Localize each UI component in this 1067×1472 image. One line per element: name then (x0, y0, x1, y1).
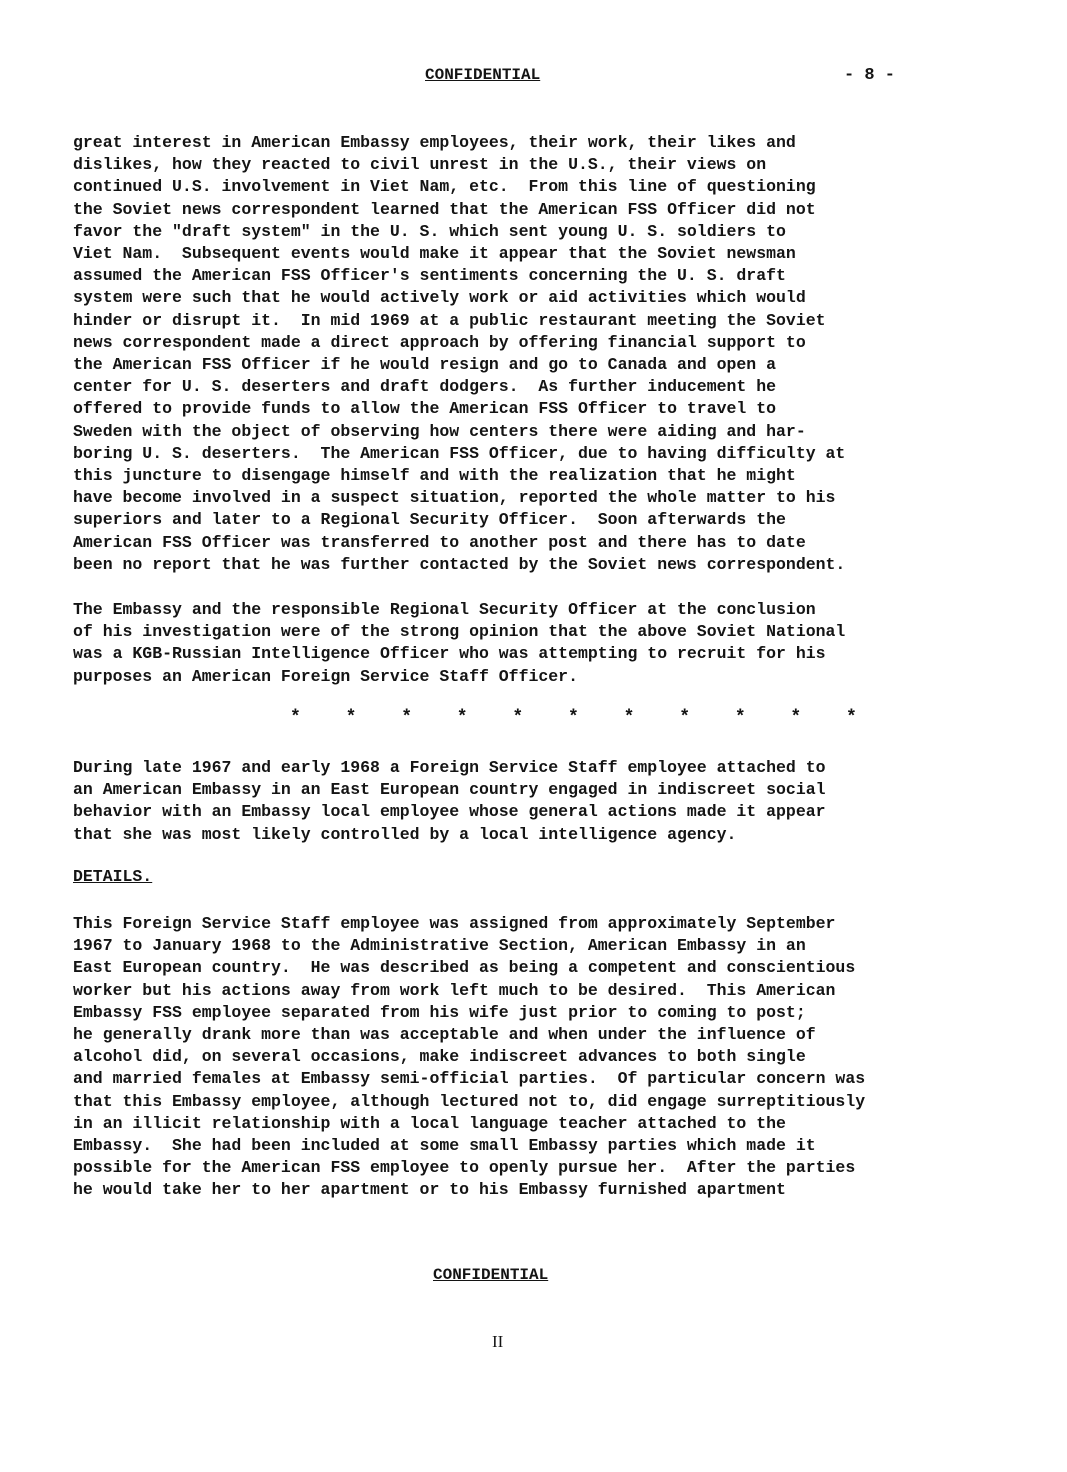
section-separator-asterisks: * * * * * * * * * * * (290, 708, 874, 728)
paragraph-case-summary: During late 1967 and early 1968 a Foreign Service Staff employee attached to an American Embassy in an East European country engaged in indiscreet social behavior with an Embassy local employee whose general actions made it appear that she was most likely controlled by a local intelligence agency. (73, 758, 826, 844)
page-number: - 8 - (844, 66, 896, 85)
paragraph-soviet-correspondent-approach: great interest in American Embassy employees, their work, their likes and dislikes, how they reacted to civil unrest in the U.S., their views on continued U.S. involvement in Viet Nam, etc. From this line of questioning the Soviet news correspondent learned that the American FSS Officer did not favor the "draft system" in the U. S. which sent young U. S. soldiers to Viet Nam. Subsequent events would make it appear that the Soviet newsman assumed the American FSS Officer's sentiments concerning the U. S. draft system were such that he would actively work or aid activities which would hinder or disrupt it. In mid 1969 at a public restaurant meeting the Soviet news correspondent made a direct approach by offering financial support to the American FSS Officer if he would resign and go to Canada and open a center for U. S. deserters and draft dodgers. As further inducement he offered to provide funds to allow the American FSS Officer to travel to Sweden with the object of observing how centers there were aiding and har- boring U. S. deserters. The American FSS Officer, due to having difficulty at this juncture to disengage himself and with the realization that he might have become involved in a suspect situation, reported the whole matter to his superiors and later to a Regional Security Officer. Soon afterwards the American FSS Officer was transferred to another post and there has to date been no report that he was further contacted by the Soviet news correspondent. (73, 133, 846, 574)
footer-page-id: II (492, 1332, 504, 1351)
paragraph-embassy-conclusion: The Embassy and the responsible Regional Security Officer at the conclusion of his investigation were of the strong opinion that the above Soviet National was a KGB-Russian Intelligence Officer who was attempting to recruit for his purposes an American Foreign Service Staff Officer. (73, 600, 846, 686)
footer-classification-marking: CONFIDENTIAL (433, 1266, 549, 1284)
header-classification-marking: CONFIDENTIAL (425, 66, 541, 84)
paragraph-details: This Foreign Service Staff employee was assigned from approximately September 1967 to January 1968 to the Administrative Section, American Embassy in an East European country. He was described as being a competent and conscientious worker but his actions away from work left much to be desired. This American Embassy FSS employee separated from his wife just prior to coming to post; he generally drank more than was acceptable and when under the influence of alcohol did, on several occasions, make indiscreet advances to both single and married females at Embassy semi-official parties. Of particular concern was that this Embassy employee, although lectured not to, did engage surreptitiously in an illicit relationship with a local language teacher attached to the Embassy. She had been included at some small Embassy parties which made it possible for the American FSS employee to openly pursue her. After the parties he would take her to her apartment or to his Embassy furnished apartment (73, 914, 866, 1200)
details-heading: DETAILS. (73, 867, 153, 886)
